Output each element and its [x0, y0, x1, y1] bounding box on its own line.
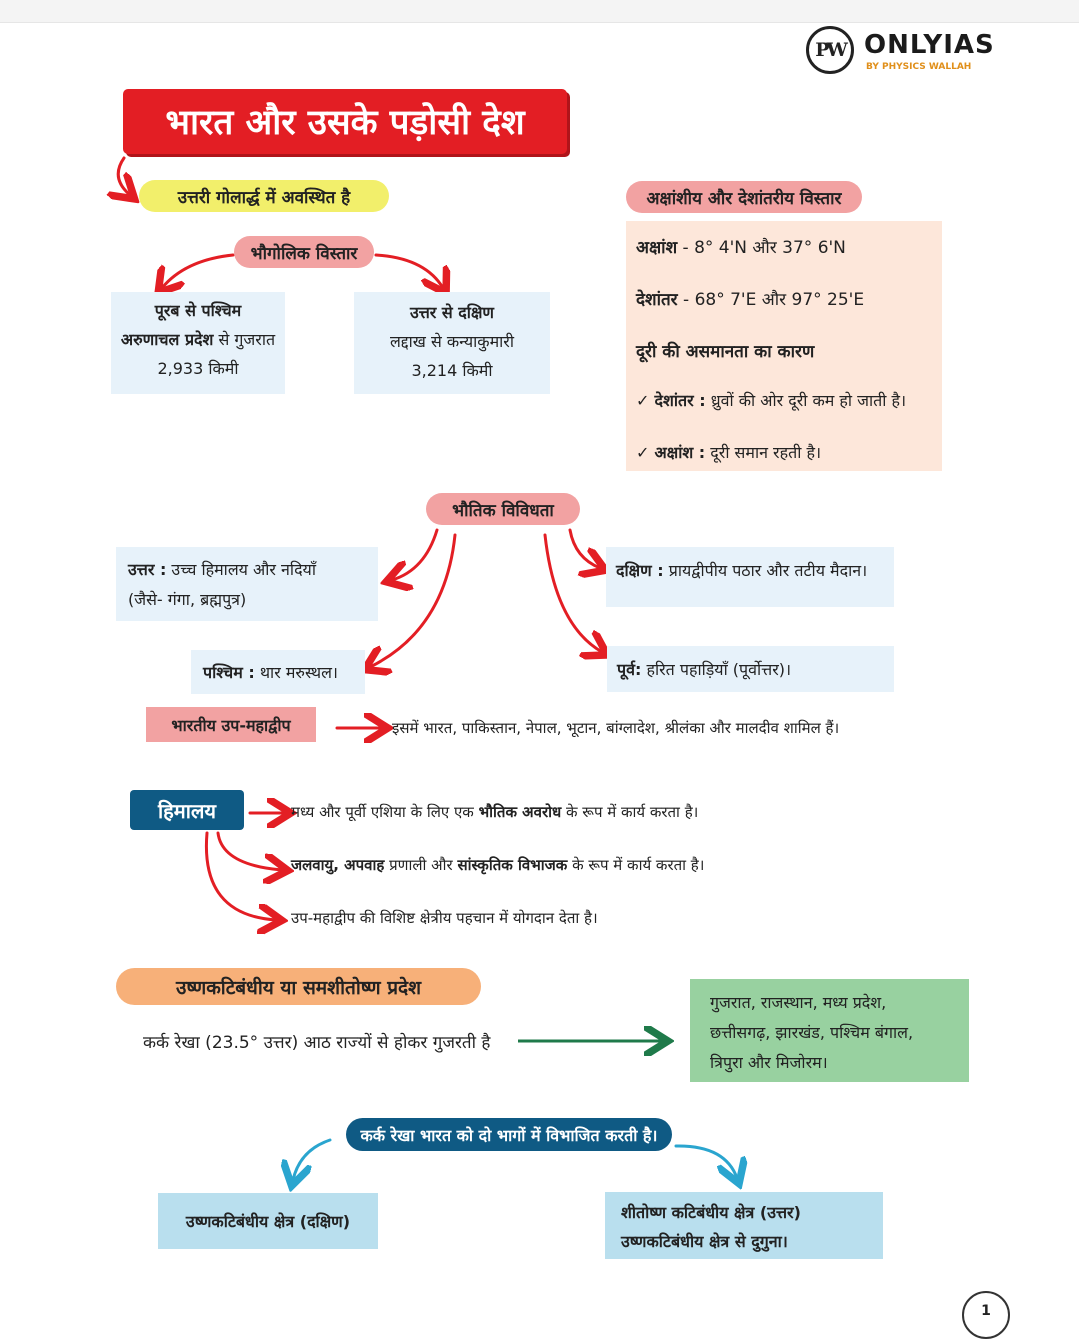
geographic-extent-label: भौगोलिक विस्तार: [234, 236, 374, 268]
page-title: भारत और उसके पड़ोसी देश: [123, 89, 567, 154]
reason-heading: दूरी की असमानता का कारण: [636, 342, 815, 362]
physical-diversity-label: भौतिक विविधता: [426, 493, 580, 525]
arrow-extent-right: [376, 255, 443, 288]
north-line1: उत्तर : उच्च हिमालय और नदियाँ: [128, 560, 316, 579]
page-number: 1: [962, 1291, 1010, 1339]
east-west-route: अरुणाचल प्रदेश से गुजरात: [120, 330, 276, 349]
east-west-box: [111, 292, 285, 394]
subcontinent-label: भारतीय उप-महाद्वीप: [146, 707, 316, 742]
tropic-text: कर्क रेखा (23.5° उत्तर) आठ राज्यों से होकर गुजरती है: [143, 1033, 491, 1053]
states-line-3: त्रिपुरा और मिजोरम।: [710, 1053, 828, 1072]
himalaya-label: हिमालय: [130, 790, 244, 830]
arrow-phys-east: [545, 535, 602, 652]
check-icon: ✓: [636, 391, 650, 410]
north-south-route: लद्दाख से कन्याकुमारी: [390, 332, 514, 351]
south-zone-box: उष्णकटिबंधीय क्षेत्र (दक्षिण): [158, 1193, 378, 1249]
arrow-phys-west: [370, 535, 455, 667]
north-line2: (जैसे- गंगा, ब्रह्मपुत्र): [128, 590, 247, 609]
reason-point-longitude: ✓ देशांतर : ध्रुवों की ओर दूरी कम हो जाती है।: [636, 391, 907, 410]
states-line-1: गुजरात, राजस्थान, मध्य प्रदेश,: [710, 993, 887, 1012]
hemisphere-label: उत्तरी गोलार्द्ध में अवस्थित है: [139, 180, 389, 212]
arrow-divides-left: [293, 1140, 330, 1180]
north-south-heading: उत्तर से दक्षिण: [409, 303, 494, 322]
arrow-phys-south: [570, 530, 600, 568]
north-box: [116, 547, 378, 621]
lat-long-label: अक्षांशीय और देशांतरीय विस्तार: [626, 181, 862, 213]
check-icon: ✓: [636, 443, 650, 462]
tropical-label: उष्णकटिबंधीय या समशीतोष्ण प्रदेश: [116, 968, 481, 1005]
reason-point-latitude: ✓ अक्षांश : दूरी समान रहती है।: [636, 443, 822, 462]
tropic-divides-label: कर्क रेखा भारत को दो भागों में विभाजित करती है।: [346, 1118, 672, 1151]
north-south-distance: 3,214 किमी: [411, 361, 493, 380]
arrow-phys-north: [392, 530, 437, 580]
arrow-himalaya-3: [206, 833, 276, 920]
subcontinent-text: इसमें भारत, पाकिस्तान, नेपाल, भूटान, बांग्लादेश, श्रीलंका और मालदीव शामिल हैं।: [392, 719, 840, 737]
lat-long-box: [626, 221, 942, 471]
west-box: पश्चिम : थार मरुस्थल।: [191, 650, 365, 694]
north-south-box: [354, 292, 550, 394]
east-west-heading: पूरब से पश्चिम: [154, 301, 242, 320]
arrow-title-hemisphere: [118, 158, 130, 195]
arrow-extent-left: [162, 255, 233, 288]
north-zone-line-1: शीतोष्ण कटिबंधीय क्षेत्र (उत्तर): [621, 1203, 801, 1222]
himalaya-point-1: मध्य और पूर्वी एशिया के लिए एक भौतिक अवरोध के रूप में कार्य करता है।: [291, 803, 699, 821]
tropic-states-box: [690, 979, 969, 1082]
himalaya-point-3: उप-महाद्वीप की विशिष्ट क्षेत्रीय पहचान में योगदान देता है।: [291, 909, 598, 927]
logo-text: ONLYIAS: [864, 30, 995, 60]
himalaya-point-2: जलवायु, अपवाह प्रणाली और सांस्कृतिक विभाजक के रूप में कार्य करता है।: [291, 856, 705, 874]
states-line-2: छत्तीसगढ़, झारखंड, पश्चिम बंगाल,: [710, 1023, 914, 1042]
longitude-line: देशांतर - 68° 7'E और 97° 25'E: [636, 290, 865, 310]
north-zone-box: [605, 1192, 883, 1259]
arrow-himalaya-2: [218, 833, 282, 870]
east-box: पूर्व: हरित पहाड़ियाँ (पूर्वोत्तर)।: [607, 646, 894, 692]
latitude-line: अक्षांश - 8° 4'N और 37° 6'N: [636, 238, 846, 258]
east-west-distance: 2,933 किमी: [157, 359, 239, 378]
pw-logo-mark: PW: [806, 26, 854, 74]
logo-subtext: BY PHYSICS WALLAH: [866, 62, 972, 72]
south-box: दक्षिण : प्रायद्वीपीय पठार और तटीय मैदान।: [606, 547, 894, 607]
north-zone-line-2: उष्णकटिबंधीय क्षेत्र से दुगुना।: [621, 1232, 788, 1251]
arrow-divides-right: [676, 1146, 737, 1178]
